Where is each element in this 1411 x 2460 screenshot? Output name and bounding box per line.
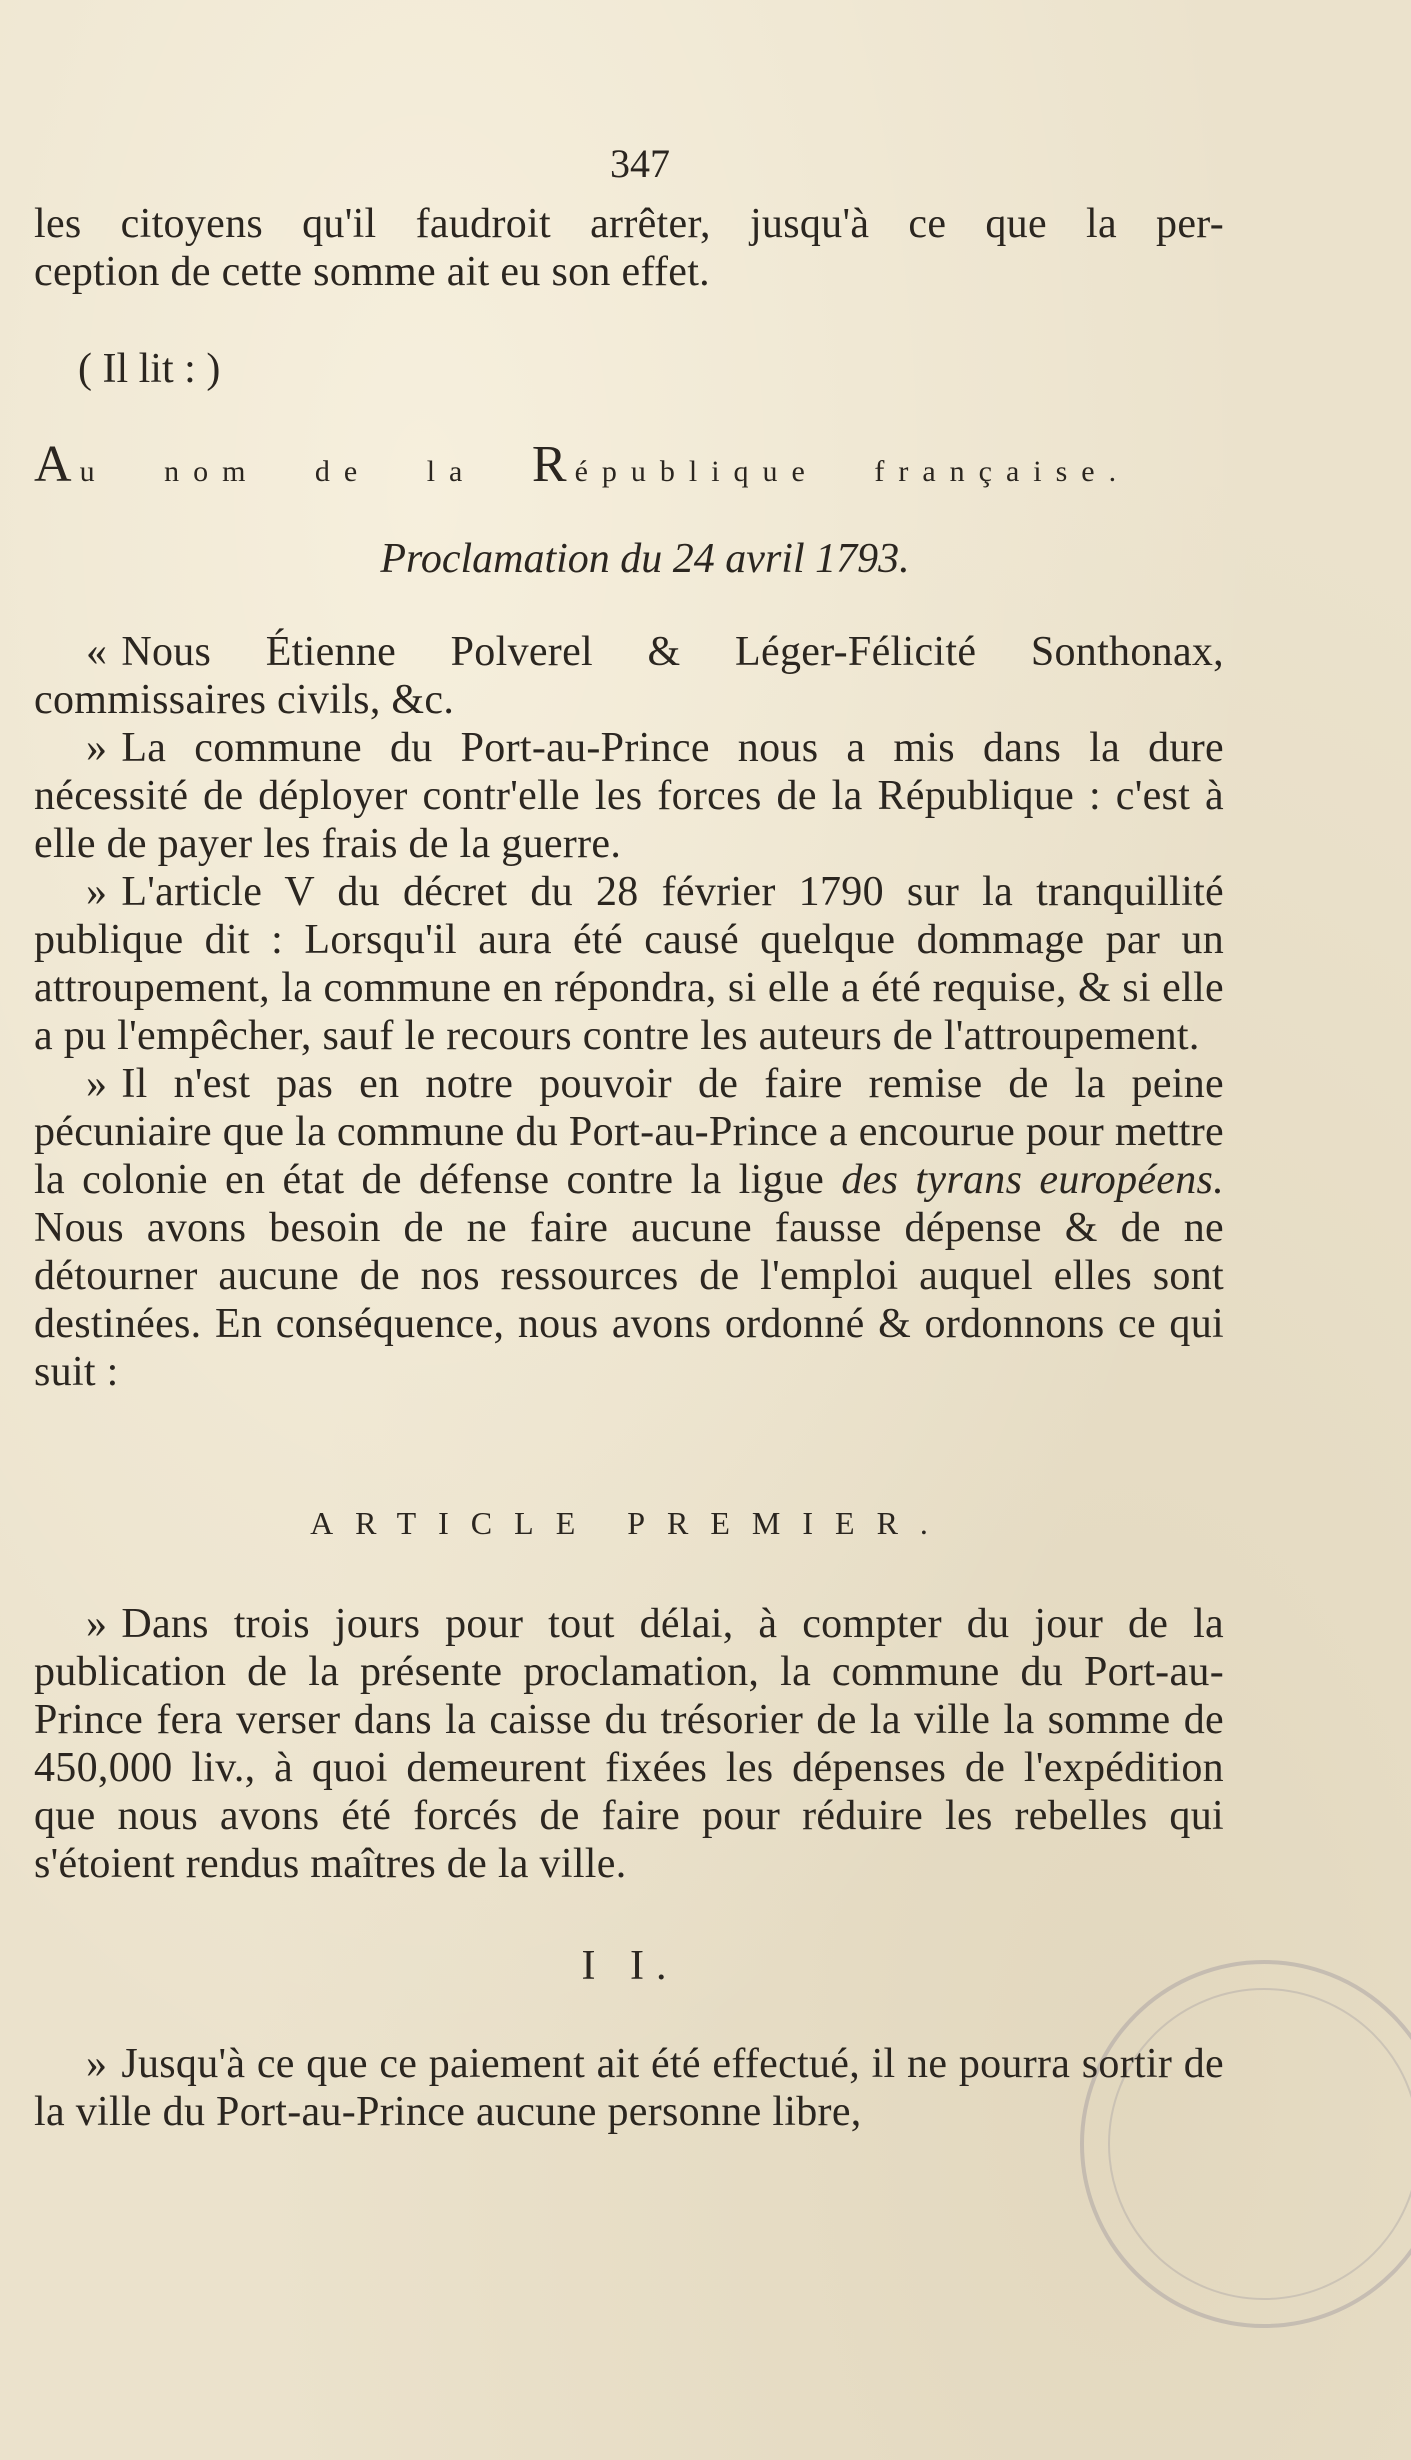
- quote-mark: »: [86, 1061, 108, 1107]
- paragraph-text: Nous Étienne Polverel & Léger-Félicité Sonthonax, commissaires civils, &c.: [34, 629, 1224, 723]
- reading-note: ( Il lit : ): [78, 346, 221, 392]
- proclamation-body: [34, 628, 1224, 1396]
- paragraph-text: Nous avons besoin de ne faire aucune fausse dépense & de ne détourner aucune de nos ressources de l'emploi auquel elles sont destinées. En conséquence, nous avons ordonné & ordonnons ce qui suit :: [34, 1205, 1224, 1395]
- intro-text: [34, 200, 1224, 296]
- republic-heading: [34, 435, 1224, 494]
- heading-first-cap: A: [34, 436, 80, 493]
- heading-part-1: u nom de la: [79, 455, 477, 488]
- paragraph-1: [34, 628, 1224, 724]
- heading-second-cap: R: [531, 436, 575, 493]
- paragraph-italic-text: des tyrans européens.: [841, 1157, 1224, 1203]
- quote-mark: »: [86, 2041, 108, 2087]
- paragraph-text: Il n'est pas en notre pouvoir de faire remise de la peine pécuniaire que la commune du Port-au-Prince a encourue pour mettre la colonie en état de défense contre la ligue: [34, 1061, 1224, 1203]
- article-premier-text: [34, 1600, 1224, 1888]
- proclamation-title: Proclamation du 24 avril 1793.: [380, 536, 910, 582]
- page-number: 347: [610, 141, 670, 186]
- library-stamp: [1080, 1960, 1411, 2328]
- paragraph-text: La commune du Port-au-Prince nous a mis dans la dure nécessité de déployer contr'elle les forces de la République : c'est à elle de payer les frais de la guerre.: [34, 725, 1224, 867]
- paragraph-text: L'article V du décret du 28 février 1790 sur la tranquillité publique dit : Lorsqu'il aura été causé quelque dommage par un attroupement, la commune en répondra, si elle a été requise, & si elle a pu l'empêcher, sauf le recours contre les auteurs de l'attroupement.: [34, 869, 1224, 1059]
- article-premier-body: [34, 1600, 1224, 1888]
- intro-line-1: les citoyens qu'il faudroit arrêter, jusqu'à ce que la per-: [34, 201, 1224, 247]
- article-two-title: I I.: [581, 1943, 679, 1989]
- article-premier-title: ARTICLE PREMIER.: [310, 1505, 950, 1541]
- paragraph-2: [34, 724, 1224, 868]
- quote-mark: »: [86, 725, 108, 771]
- quote-mark: »: [86, 869, 108, 915]
- paragraph-3: [34, 868, 1224, 1060]
- intro-line-2: ception de cette somme ait eu son effet.: [34, 249, 710, 295]
- paragraph-text: Jusqu'à ce que ce paiement ait été effectué, il ne pourra sortir de la ville du Port-au-Prince aucune personne libre,: [34, 2041, 1224, 2135]
- article-two-text: [34, 2040, 1224, 2136]
- heading-part-2: épublique française.: [574, 455, 1131, 488]
- paragraph-4: [34, 1060, 1224, 1396]
- quote-mark: »: [86, 1601, 108, 1647]
- quote-mark: «: [86, 629, 108, 675]
- article-two-body: [34, 2040, 1224, 2136]
- paragraph-text: Dans trois jours pour tout délai, à compter du jour de la publication de la présente proclamation, la commune du Port-au-Prince fera verser dans la caisse du trésorier de la ville la somme de 450,000 liv., à quoi demeurent fixées les dépenses de l'expédition que nous avons été forcés de faire pour réduire les rebelles qui s'étoient rendus maîtres de la ville.: [34, 1601, 1224, 1887]
